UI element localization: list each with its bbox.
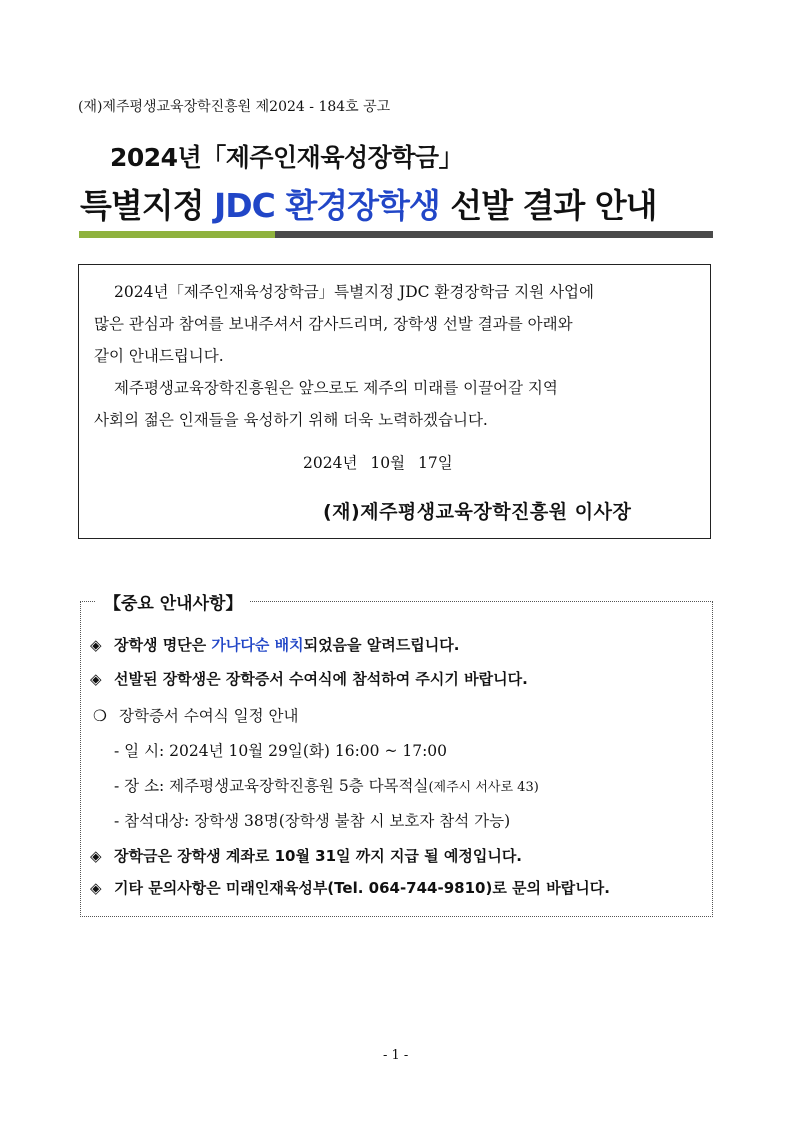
title-suffix: 선발 결과 안내: [439, 186, 657, 225]
title-accent: JDC 환경장학생: [214, 186, 440, 225]
signer: (재)제주평생교육장학진흥원 이사장: [323, 501, 632, 523]
ceremony-place: - 장 소: 제주평생교육장학진흥원 5층 다목적실(제주시 서사로 43): [114, 777, 539, 795]
highlight-alphabetical: 가나다순: [211, 636, 270, 654]
page-number: - 1 -: [383, 1048, 409, 1063]
notice-item-1: ◈ 장학생 명단은 가나다순 배치되었음을 알려드립니다.: [90, 636, 460, 654]
page-title-line2: [80, 180, 657, 227]
intro-line-2: 많은 관심과 참여를 보내주셔서 감사드리며, 장학생 선발 결과를 아래와: [94, 315, 573, 333]
notice-number: (재)제주평생교육장학진흥원 제2024 - 184호 공고: [78, 99, 391, 115]
notice-date: 2024년 10월 17일: [303, 454, 453, 472]
ceremony-heading: ❍ 장학증서 수여식 일정 안내: [93, 707, 299, 725]
intro-line-5: 사회의 젊은 인재들을 육성하기 위해 더욱 노력하겠습니다.: [94, 411, 488, 429]
title-underline-green: [79, 231, 275, 238]
title-underline-dark: [275, 231, 713, 238]
ceremony-attendees: - 참석대상: 장학생 38명(장학생 불참 시 보호자 참석 가능): [114, 812, 511, 830]
intro-line-3: 같이 안내드립니다.: [94, 347, 224, 365]
intro-line-4: 제주평생교육장학진흥원은 앞으로도 제주의 미래를 이끌어갈 지역: [114, 379, 558, 397]
title-prefix: 특별지정: [80, 186, 215, 225]
notice-item-3: ◈ 장학금은 장학생 계좌로 10월 31일 까지 지급 될 예정입니다.: [90, 847, 523, 865]
diamond-bullet-icon: ◈: [90, 847, 102, 865]
ceremony-time: - 일 시: 2024년 10월 29일(화) 16:00 ~ 17:00: [114, 742, 448, 760]
highlight-arranged: 배치: [274, 636, 304, 654]
diamond-bullet-icon: ◈: [90, 879, 102, 897]
ceremony-address: (제주시 서사로 43): [428, 780, 539, 795]
notice-box-header: 【중요 안내사항】: [96, 589, 250, 614]
circle-bullet-icon: ❍: [93, 707, 107, 725]
diamond-bullet-icon: ◈: [90, 670, 102, 688]
page-title-line1: 2024년「제주인재육성장학금」: [110, 143, 464, 172]
notice-item-4: ◈ 기타 문의사항은 미래인재육성부(Tel. 064-744-9810)로 문의 바랍니다.: [90, 879, 610, 897]
diamond-bullet-icon: ◈: [90, 636, 102, 654]
notice-item-2: ◈ 선발된 장학생은 장학증서 수여식에 참석하여 주시기 바랍니다.: [90, 670, 528, 688]
intro-line-1: 2024년「제주인재육성장학금」특별지정 JDC 환경장학금 지원 사업에: [114, 283, 595, 301]
